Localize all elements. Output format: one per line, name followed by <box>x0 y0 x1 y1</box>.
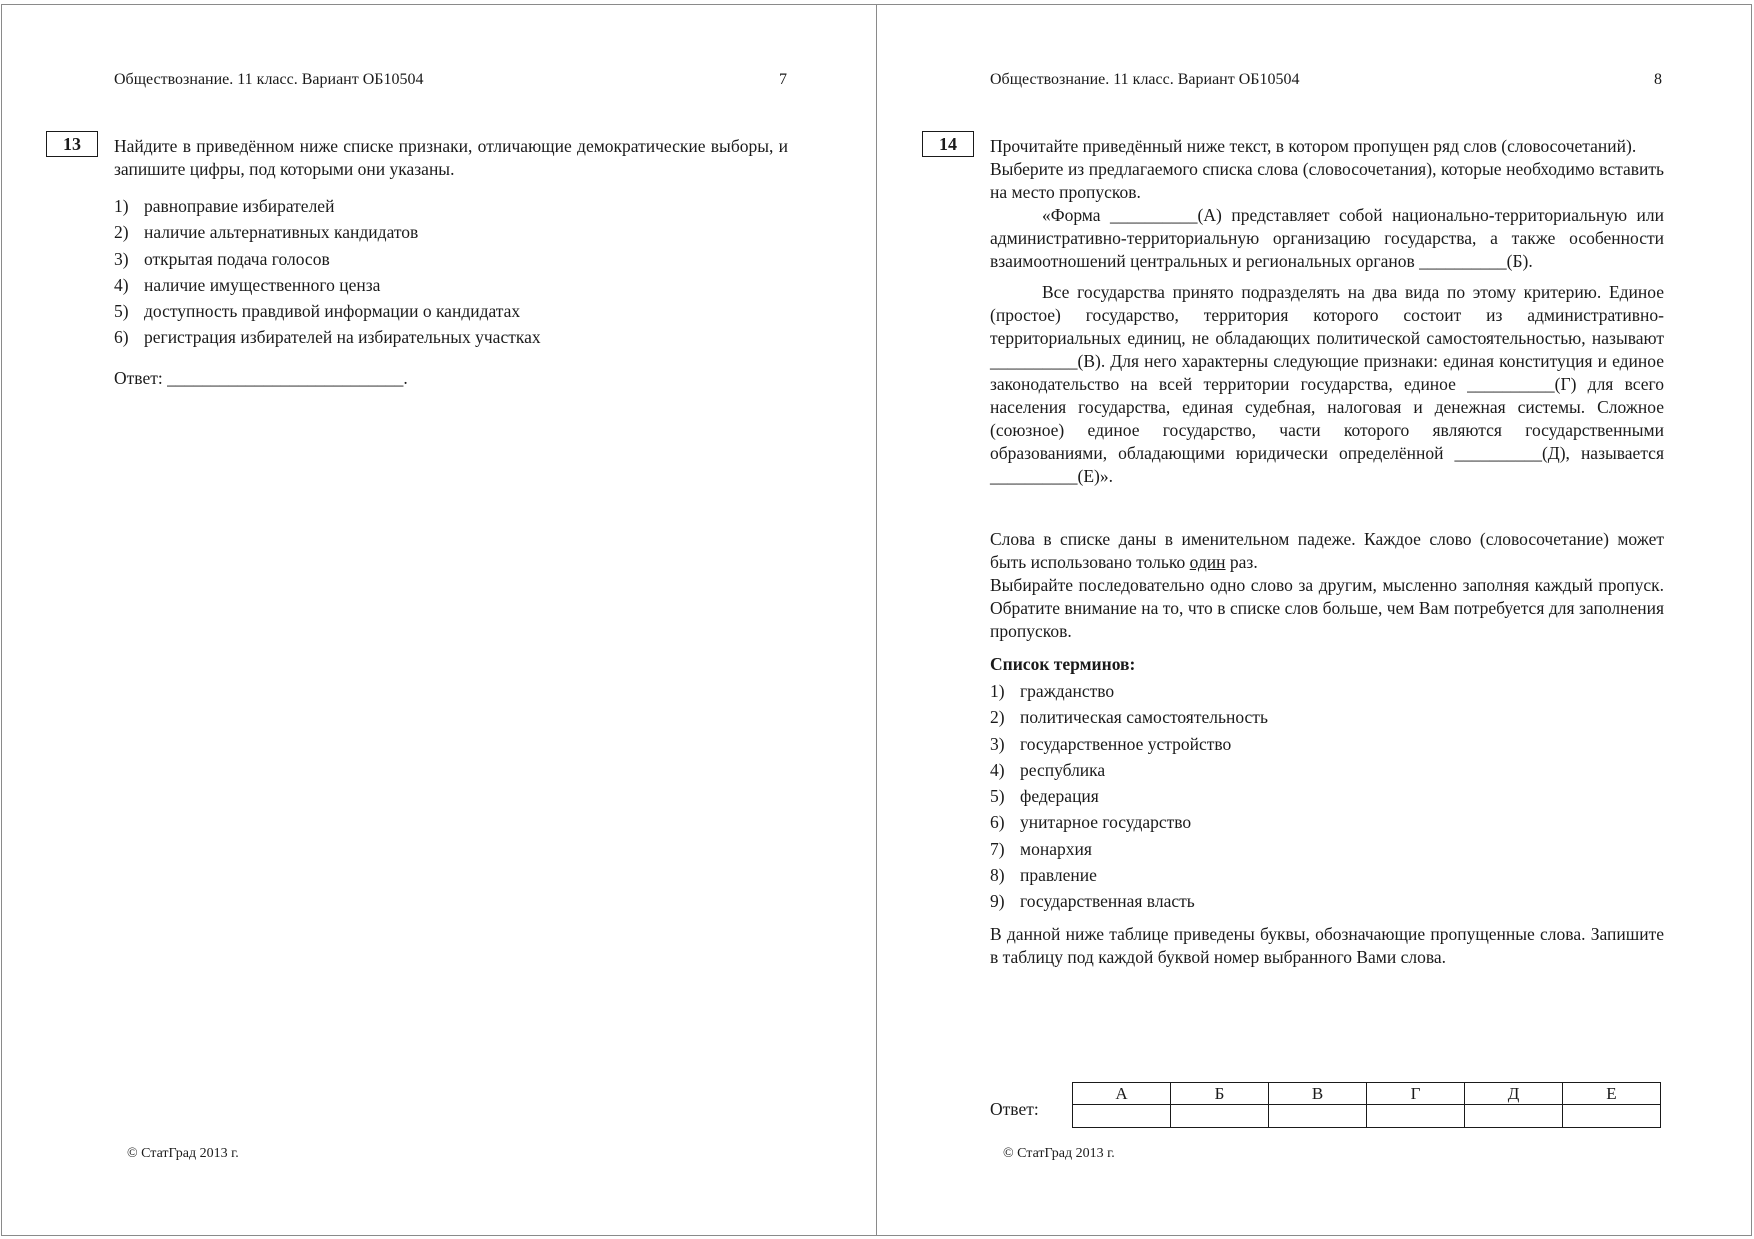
instruction-fill: Выбирайте последовательно одно слово за другим, мысленно заполняя каждый пропуск. Обратите внимание на то, что в списке слов больше, чем Вам потребуется для заполнения пропусков. <box>990 575 1664 641</box>
intro-read: Прочитайте приведённый ниже текст, в котором пропущен ряд слов (словосочетаний). <box>990 136 1637 156</box>
term-item: 1) гражданство <box>990 681 1115 701</box>
option-item: 4) наличие имущественного ценза <box>114 274 381 295</box>
terms-list <box>990 678 1664 915</box>
option-item: 2) наличие альтернативных кандидатов <box>114 222 419 243</box>
answer-table-inputs <box>1073 1105 1661 1128</box>
option-item: 3) открытая подача голосов <box>114 248 330 269</box>
page-number: 8 <box>1654 71 1662 88</box>
letter-cell: А <box>1073 1083 1171 1105</box>
term-item: 8) правление <box>990 865 1097 886</box>
instruction-usage: Слова в списке даны в именительном падеже. Каждое слово (словосочетание) может быть использовано только один раз. <box>990 529 1664 572</box>
term-item: 9) государственная власть <box>990 891 1195 912</box>
term-item: 6) унитарное государство <box>990 812 1192 833</box>
table-instruction: В данной ниже таблице приведены буквы, обозначающие пропущенные слова. Запишите в таблицу под каждой буквой номер выбранного Вами слова. <box>990 923 1664 967</box>
text-paragraph-1: «Форма __________(А) представляет собой национально-территориальную или административно-территориальную организацию государства, а также особенности взаимоотношений центральных и региональных органов __________(Б). <box>990 205 1664 271</box>
page-7 <box>1 4 878 1236</box>
answer-cell[interactable] <box>1563 1105 1661 1128</box>
letter-cell: Г <box>1367 1083 1465 1105</box>
option-item: 1) равноправие избирателей <box>114 196 335 216</box>
answer-line[interactable]: ___________________________. <box>167 367 408 388</box>
letter-cell: В <box>1269 1083 1367 1105</box>
page-8 <box>876 4 1752 1236</box>
option-item: 6) регистрация избирателей на избирательных участках <box>114 327 541 348</box>
question-14 <box>990 135 1664 969</box>
answer-cell[interactable] <box>1465 1105 1563 1128</box>
question-prompt: Найдите в приведённом ниже списке признаки, отличающие демократические выборы, и запишите цифры, под которыми они указаны. <box>114 136 788 179</box>
question-13 <box>114 135 788 390</box>
answer-cell[interactable] <box>1367 1105 1465 1128</box>
answer-label: Ответ: <box>990 1099 1039 1119</box>
question-number-box: 13 <box>46 131 98 157</box>
letter-cell: Б <box>1171 1083 1269 1105</box>
letter-cell: Е <box>1563 1083 1661 1105</box>
page-header: Обществознание. 11 класс. Вариант ОБ10504 <box>114 71 424 88</box>
term-item: 3) государственное устройство <box>990 733 1232 754</box>
term-item: 4) республика <box>990 759 1106 780</box>
answer-row <box>114 367 788 390</box>
answer-cell[interactable] <box>1073 1105 1171 1128</box>
term-item: 7) монархия <box>990 838 1092 859</box>
answer-cell[interactable] <box>1269 1105 1367 1128</box>
copyright: © СтатГрад 2013 г. <box>127 1146 239 1161</box>
term-item: 2) политическая самостоятельность <box>990 707 1268 728</box>
page-number: 7 <box>779 71 787 88</box>
text-paragraph-2: Все государства принято подразделять на два вида по этому критерию. Единое (простое) государство, территория которого состоит из административно-территориальных единиц, не обладающих политической самостоятельностью, называют __________(В). Для него характерны следующие признаки: единая конституция и единое законодательство на всей территории государства, единое __________(Г) для всего населения государства, единая судебная, налоговая и денежная системы. Сложное (союзное) единое государство, части которого являются государственными образованиями, обладающими юридически определённой __________(Д), называется __________(Е)». <box>990 282 1664 486</box>
document-spread <box>0 4 1754 1236</box>
page-header: Обществознание. 11 класс. Вариант ОБ10504 <box>990 71 1300 88</box>
question-number-box: 14 <box>922 131 974 157</box>
intro-choose: Выберите из предлагаемого списка слова (словосочетания), которые необходимо вставить на место пропусков. <box>990 159 1664 202</box>
answer-table-header <box>1073 1083 1661 1105</box>
letter-cell: Д <box>1465 1083 1563 1105</box>
answer-cell[interactable] <box>1171 1105 1269 1128</box>
term-item: 5) федерация <box>990 786 1099 807</box>
answer-label: Ответ: <box>114 367 163 388</box>
answer-table <box>1072 1082 1661 1128</box>
terms-title: Список терминов: <box>990 654 1136 674</box>
copyright: © СтатГрад 2013 г. <box>1003 1146 1115 1161</box>
option-item: 5) доступность правдивой информации о кандидатах <box>114 301 521 322</box>
options-list <box>114 193 788 351</box>
